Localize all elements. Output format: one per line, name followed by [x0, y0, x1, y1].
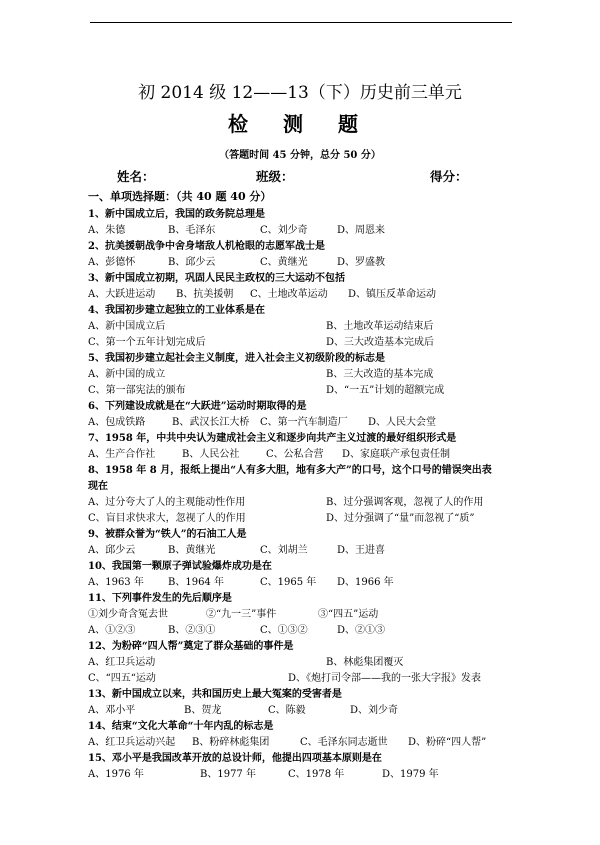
option: D、粉碎“四人帮” [408, 737, 487, 748]
section-heading: 一、单项选择题：（共 40 题 40 分） [88, 190, 272, 203]
option: A、新中国成立后 [88, 321, 166, 332]
class-label: 班级： [256, 169, 294, 184]
option: A、1963 年 [88, 577, 144, 588]
option: A、大跃进运动 [88, 289, 156, 300]
option: D、家庭联产承包责任制 [342, 449, 451, 460]
option: D、②①③ [337, 625, 386, 636]
option: C、刘少奇 [260, 225, 308, 236]
question-stem: 5、我国初步建立起社会主义制度，进入社会主义初级阶段的标志是 [88, 353, 385, 364]
question-stem: 2、抗美援朝战争中舍身堵敌人机枪眼的志愿军战士是 [88, 241, 325, 252]
option: B、抗美援朝 [176, 289, 234, 300]
option: A、红卫兵运动兴起 [88, 737, 176, 748]
name-label: 姓名： [117, 169, 155, 184]
option: D、三大改造基本完成后 [326, 337, 435, 348]
header-rule [90, 22, 512, 23]
question-stem: 15、邓小平是我国改革开放的总设计师，他提出四项基本原则是在 [88, 753, 382, 764]
question-stem: 4、我国初步建立起独立的工业体系是在 [88, 305, 265, 316]
option: A、新中国的成立 [88, 369, 166, 380]
option: A、邱少云 [88, 545, 136, 556]
option: C、黄继光 [260, 257, 308, 268]
option: D、刘少奇 [350, 705, 399, 716]
question-stem: 7、1958 年，中共中央认为建成社会主义和逐步向共产主义过渡的最好组织形式是 [88, 433, 457, 444]
option: B、1964 年 [168, 577, 224, 588]
question-stem: 3、新中国成立初期，巩固人民民主政权的三大运动不包括 [88, 273, 345, 284]
option: B、1977 年 [200, 769, 256, 780]
page-subtitle: 检 测 题 [228, 112, 372, 136]
option: D、《炮打司令部——我的一张大字报》发表 [288, 673, 482, 684]
score-label: 得分： [430, 169, 468, 184]
option: B、贺龙 [184, 705, 222, 716]
option: B、武汉长江大桥 [172, 417, 250, 428]
option: D、周恩来 [337, 225, 386, 236]
option: D、“一五”计划的超额完成 [326, 385, 445, 396]
question-stem: 12、为粉碎“四人帮”奠定了群众基础的事件是 [88, 641, 294, 652]
option: A、邓小平 [88, 705, 136, 716]
option: D、人民大会堂 [368, 417, 437, 428]
question-stem: 11、下列事件发生的先后顺序是 [88, 593, 232, 604]
option: C、土地改革运动 [250, 289, 328, 300]
option: A、彭德怀 [88, 257, 136, 268]
time-note: （答题时间 45 分钟，总分 50 分） [219, 150, 381, 161]
option: A、红卫兵运动 [88, 657, 156, 668]
option: B、三大改造的基本完成 [326, 369, 434, 380]
question-stem: 10、我国第一颗原子弹试验爆炸成功是在 [88, 561, 272, 572]
option: D、罗盛教 [337, 257, 386, 268]
event-item: ②“九一三”事件 [206, 609, 277, 620]
event-item: ①刘少奇含冤去世 [88, 609, 168, 620]
option: D、1966 年 [337, 577, 394, 588]
event-item: ③“四五”运动 [318, 609, 379, 620]
option: B、过分强调客观，忽视了人的作用 [326, 497, 484, 508]
option: A、过分夸大了人的主观能动性作用 [88, 497, 246, 508]
option: D、1979 年 [382, 769, 439, 780]
option: C、毛泽东同志逝世 [300, 737, 388, 748]
option: C、公私合营 [266, 449, 324, 460]
option: D、王进喜 [337, 545, 386, 556]
option: B、人民公社 [182, 449, 240, 460]
option: C、1965 年 [260, 577, 317, 588]
option: A、包成铁路 [88, 417, 146, 428]
option: B、黄继光 [168, 545, 216, 556]
option: C、陈毅 [268, 705, 306, 716]
page-title: 初 2014 级 12——13（下）历史前三单元 [138, 83, 462, 103]
question-stem: 1、新中国成立后，我国的政务院总理是 [88, 209, 265, 220]
option: C、“四五“运动 [88, 673, 156, 684]
option: B、邱少云 [168, 257, 216, 268]
question-stem: 14、结束“文化大革命“十年内乱的标志是 [88, 721, 274, 732]
option: B、毛泽东 [168, 225, 216, 236]
option: A、1976 年 [88, 769, 144, 780]
question-stem: 13、新中国成立以来，共和国历史上最大冤案的受害者是 [88, 689, 342, 700]
option: A、生产合作社 [88, 449, 156, 460]
question-stem: 8、1958 年 8 月，报纸上提出“人有多大胆，地有多大产”的口号，这个口号的错误突出表 [88, 465, 492, 476]
option: A、①②③ [88, 625, 136, 636]
option: C、第一个五年计划完成后 [88, 337, 206, 348]
question-stem: 9、被群众誉为“铁人”的石油工人是 [88, 529, 247, 540]
option: B、粉碎林彪集团 [192, 737, 270, 748]
option: C、1978 年 [288, 769, 345, 780]
question-stem-cont: 现在 [88, 481, 108, 492]
option: B、土地改革运动结束后 [326, 321, 434, 332]
question-stem: 6、下列建设成就是在“大跃进”运动时期取得的是 [88, 401, 307, 412]
option: C、第一部宪法的颁布 [88, 385, 186, 396]
option: B、②③① [168, 625, 216, 636]
option: C、盲目求快求大，忽视了人的作用 [88, 513, 246, 524]
option: C、①③② [260, 625, 308, 636]
option: A、朱德 [88, 225, 126, 236]
option: D、过分强调了“量”而忽视了“质” [326, 513, 475, 524]
option: C、第一汽车制造厂 [260, 417, 348, 428]
option: C、刘胡兰 [260, 545, 308, 556]
option: B、林彪集团覆灭 [326, 657, 404, 668]
option: D、镇压反革命运动 [348, 289, 437, 300]
